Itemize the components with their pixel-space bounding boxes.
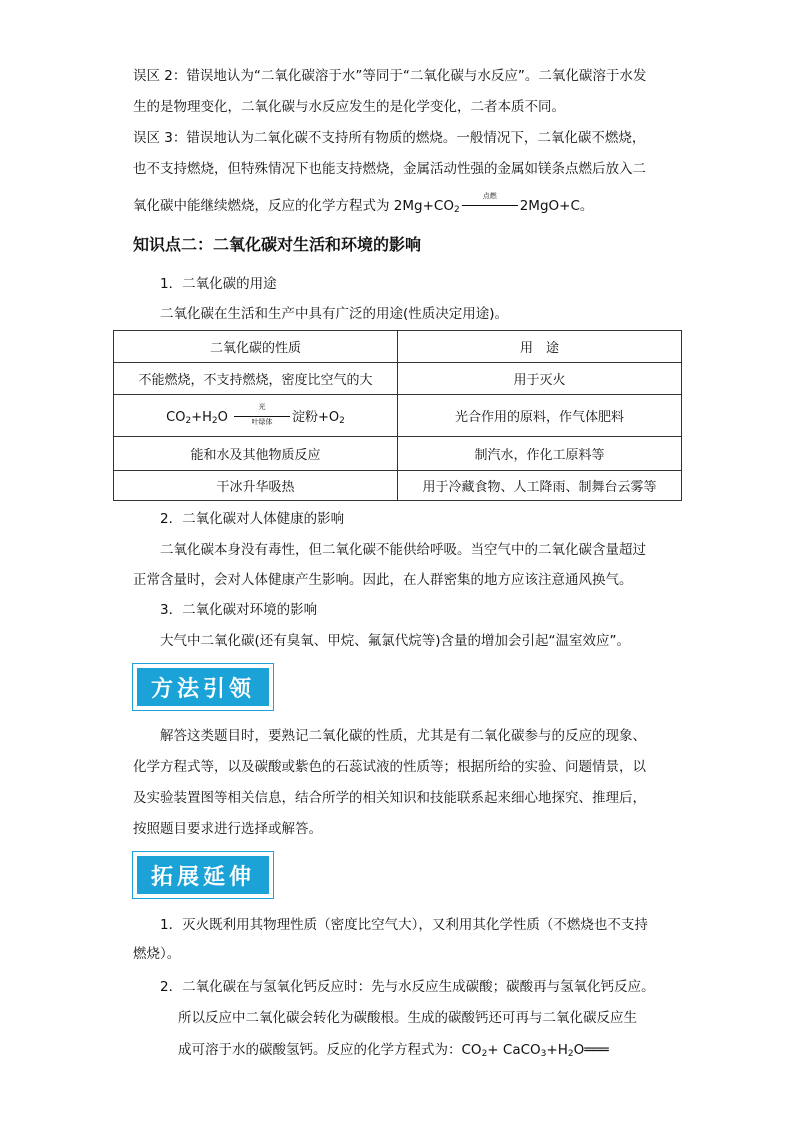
eq-part: 成可溶于水的碳酸氢钙。反应的化学方程式为：CO: [178, 1042, 482, 1058]
subscript: 2: [453, 205, 460, 215]
extend-line3: 2．二氧化碳在与氢氧化钙反应时：先与水反应生成碳酸；碳酸再与氢氧化钙反应。: [160, 979, 655, 995]
eq-part: +H: [191, 409, 212, 425]
eq-part: + CaCO: [487, 1042, 541, 1058]
item3-text: 大气中二氧化碳(还有臭氧、甲烷、氟氯代烷等)含量的增加会引起“温室效应”。: [160, 633, 631, 649]
reaction-condition: [234, 403, 290, 426]
extend-line4: 所以反应中二氧化碳会转化为碳酸根。生成的碳酸钙还可再与二氧化碳反应生: [178, 1010, 637, 1026]
item1-title: 1．二氧化碳的用途: [160, 276, 277, 292]
table-cell: 能和水及其他物质反应: [114, 437, 398, 471]
co2-uses-table: [113, 330, 682, 501]
method-line1: 解答这类题目时，要熟记二氧化碳的性质，尤其是有二氧化碳参与的反应的现象、: [160, 728, 646, 744]
method-banner: [133, 664, 273, 710]
item2-title: 2．二氧化碳对人体健康的影响: [160, 511, 345, 527]
extend-line2: 燃烧）。: [133, 946, 181, 962]
reaction-arrow-line: [234, 416, 290, 417]
subscript: 2: [185, 415, 192, 426]
method-line4: 按照题目要求进行选择或解答。: [133, 821, 322, 837]
item2-line2: 正常含量时，会对人体健康产生影响。因此，在人群密集的地方应该注意通风换气。: [133, 572, 633, 588]
eq-part: +H: [546, 1042, 568, 1058]
section-heading: 知识点二：二氧化碳对生活和环境的影响: [133, 235, 422, 254]
extend-line1: 1．灭火既利用其物理性质（密度比空气大），又利用其化学性质（不燃烧也不支持: [160, 917, 648, 933]
table-cell: 用于灭火: [398, 363, 682, 395]
subscript: 2: [567, 1049, 574, 1059]
method-line3: 及实验装置图等相关信息，结合所学的相关知识和技能联系起来细心地探究、推理后，: [133, 790, 646, 806]
myth3-line2: 也不支持燃烧，但特殊情况下也能支持燃烧，金属活动性强的金属如镁条点燃后放入二: [133, 161, 646, 177]
equation-text: 氧化碳中能继续燃烧，反应的化学方程式为 2Mg+CO: [133, 198, 454, 214]
method-line2: 化学方程式等，以及碳酸或紫色的石蕊试液的性质等；根据所给的实验、问题情景，以: [133, 759, 646, 775]
table-cell-equation: [114, 395, 398, 437]
condition-label: 光: [258, 403, 266, 411]
table-cell: 光合作用的原料，作气体肥料: [398, 395, 682, 437]
equation-product: 2MgO+C。: [519, 198, 594, 214]
reaction-arrow-line: [462, 205, 518, 206]
eq-part: 淀粉+O: [291, 409, 340, 425]
subscript: 3: [540, 1049, 547, 1059]
myth2-line2: 生的是物理变化，二氧化碳与水反应发生的是化学变化，二者本质不同。: [133, 99, 565, 115]
banner-title: 拓展延伸: [150, 863, 255, 890]
subscript: 2: [339, 415, 345, 426]
table-header-use: 用 途: [398, 331, 682, 363]
eq-part: O═══: [573, 1042, 609, 1058]
condition-label: 叶绿体: [251, 418, 273, 426]
myth3-line3: [133, 192, 673, 225]
subscript: 2: [211, 415, 218, 426]
item3-title: 3．二氧化碳对环境的影响: [160, 602, 318, 618]
eq-part: O: [217, 409, 228, 425]
condition-label: 点燃: [482, 192, 497, 200]
myth3-line1: 误区 3：错误地认为二氧化碳不支持所有物质的燃烧。一般情况下，二氧化碳不燃烧，: [133, 130, 646, 146]
table-header-property: 二氧化碳的性质: [114, 331, 398, 363]
item2-line1: 二氧化碳本身没有毒性，但二氧化碳不能供给呼吸。当空气中的二氧化碳含量超过: [160, 542, 646, 558]
myth2-line1: 误区 2：错误地认为“二氧化碳溶于水”等同于“二氧化碳与水反应”。二氧化碳溶于水发: [133, 68, 647, 84]
reaction-condition: [462, 192, 518, 213]
item1-text: 二氧化碳在生活和生产中具有广泛的用途(性质决定用途)。: [160, 306, 509, 322]
table-cell: 不能燃烧，不支持燃烧，密度比空气的大: [114, 363, 398, 395]
banner-title: 方法引领: [150, 675, 255, 702]
table-cell: 制汽水，作化工原料等: [398, 437, 682, 471]
subscript: 2: [481, 1049, 488, 1059]
table-cell: 用于冷藏食物、人工降雨、制舞台云雾等: [398, 471, 682, 501]
extend-line5: [178, 1036, 718, 1069]
extend-banner: [133, 852, 273, 898]
table-cell: 干冰升华吸热: [114, 471, 398, 501]
eq-part: CO: [166, 409, 186, 425]
